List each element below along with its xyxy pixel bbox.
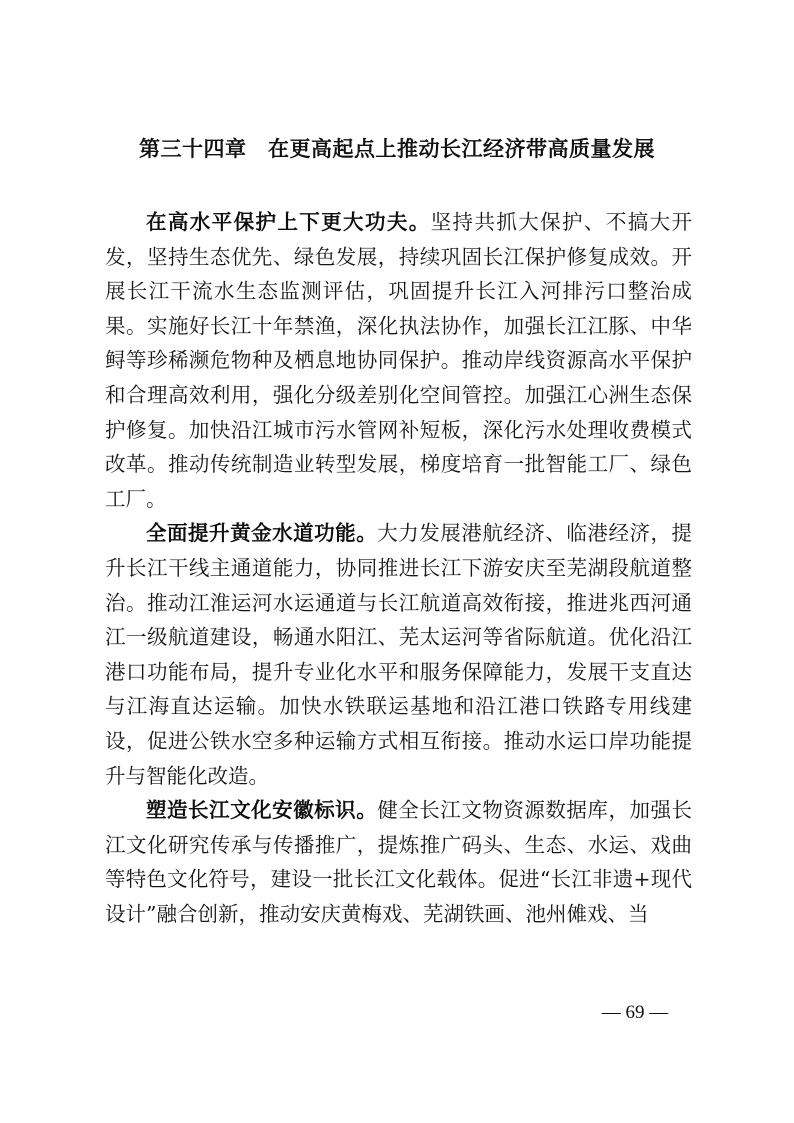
paragraph-body: 大力发展港航经济、临港经济，提升长江干线主通道能力，协同推进长江下游安庆至芜湖段航道整治。推动江淮运河水运通道与长江航道高效衔接，推进兆西河通江一级航道建设，畅通水阳江、芜太运河等省际航道。优化沿江港口功能布局，提升专业化水平和服务保障能力，发展干支直达与江海直达运输。加快水铁联运基地和沿江港口铁路专用线建设，促进公铁水空多种运输方式相互衔接。推动水运口岸功能提升与智能化改造。 <box>105 521 693 788</box>
paragraph-body: 健全长江文物资源数据库，加强长江文化研究传承与传播推广，提炼推广码头、生态、水运、戏曲等特色文化符号，建设一批长江文化载体。促进“长江非遗+现代设计”融合创新，推动安庆黄梅戏、芜湖铁画、池州傩戏、当 <box>105 798 693 926</box>
paragraph-ecological-protection <box>105 205 692 516</box>
paragraph-lead-heading: 在高水平保护上下更大功夫。 <box>146 210 431 234</box>
body-text <box>105 205 692 931</box>
chapter-title: 第三十四章 在更高起点上推动长江经济带高质量发展 <box>139 137 655 161</box>
paragraph-lead-heading: 全面提升黄金水道功能。 <box>146 521 378 546</box>
paragraph-golden-waterway <box>105 516 692 793</box>
paragraph-body: 坚持共抓大保护、不搞大开发，坚持生态优先、绿色发展，持续巩固长江保护修复成效。开展长江干流水生态监测评估，巩固提升长江入河排污口整治成果。实施好长江十年禁渔，深化执法协作，加强长江江豚、中华鲟等珍稀濒危物种及栖息地协同保护。推动岸线资源高水平保护和合理高效利用，强化分级差别化空间管控。加强江心洲生态保护修复。加快沿江城市污水管网补短板，深化污水处理收费模式改革。推动传统制造业转型发展，梯度培育一批智能工厂、绿色工厂。 <box>105 210 693 511</box>
page-number: — 69 — <box>601 1002 669 1023</box>
paragraph-lead-heading: 塑造长江文化安徽标识。 <box>146 798 378 823</box>
paragraph-yangtze-culture <box>105 793 692 931</box>
